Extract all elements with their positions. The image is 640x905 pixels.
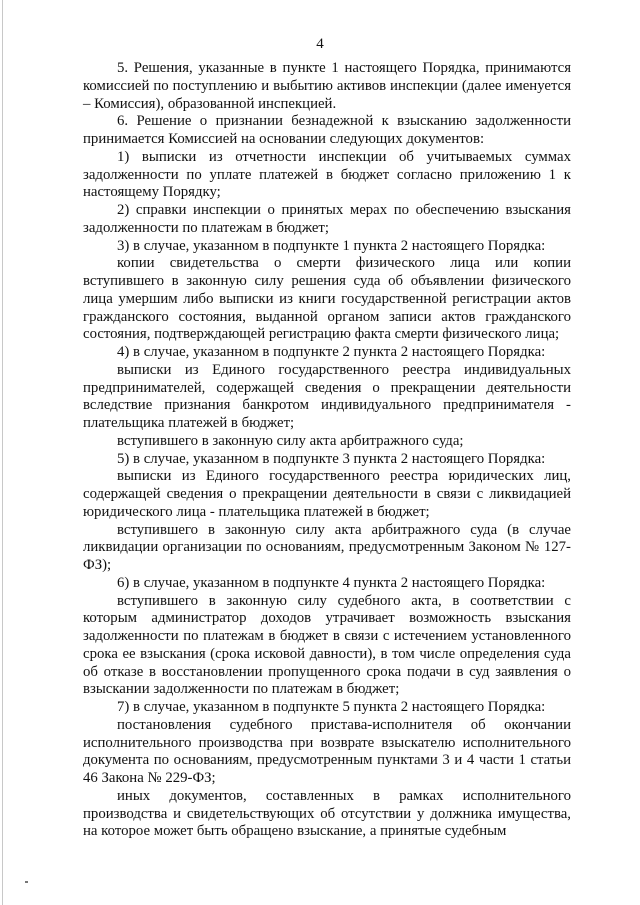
item-5-court-act: вступившего в законную силу акта арбитражного суда (в случае ликвидации организации по основаниям, предусмотренным Законом № 127-ФЗ);: [83, 521, 571, 573]
item-7-resolution: постановления судебного пристава-исполнителя об окончании исполнительного производства при возврате взыскателю исполнительного документа по основаниям, предусмотренным пунктами 3 и 4 части 1 статьи 46 Закона № 229-ФЗ;: [83, 716, 571, 786]
item-7: 7) в случае, указанном в подпункте 5 пункта 2 настоящего Порядка:: [117, 699, 546, 715]
scan-speck: [25, 881, 28, 883]
item-1: 1) выписки из отчетности инспекции об учитываемых суммах задолженности по уплате платежей в бюджет согласно приложению 1 к настоящему Порядку;: [83, 148, 571, 201]
item-3-documents: копии свидетельства о смерти физического лица или копии вступившего в законную силу решения суда об объявлении физического лица умершим либо выписки из книги государственной регистрации актов гражданского состояния, выданной органом записи актов гражданского состояния, подтверждающей регистрацию факта смерти физического лица;: [83, 255, 571, 343]
paragraph-6: 6. Решение о признании безнадежной к взысканию задолженности принимается Комиссией на основании следующих документов:: [83, 113, 571, 147]
item-5: 5) в случае, указанном в подпункте 3 пункта 2 настоящего Порядка:: [117, 450, 546, 467]
page-number: 4: [316, 36, 324, 52]
item-6-court-act: вступившего в законную силу судебного акта, в соответствии с которым администратор доходов утрачивает возможность взыскания задолженности по платежам в бюджет в связи с истечением установленного срока ее взыскания (срока исковой давности), в том числе определения суда об отказе в восстановлении пропущенного срока подачи в суд заявления о взыскании задолженности по платежам в бюджет;: [83, 592, 571, 698]
item-6: 6) в случае, указанном в подпункте 4 пункта 2 настоящего Порядка:: [117, 574, 546, 591]
item-2: 2) справки инспекции о принятых мерах по обеспечению взыскания задолженности по платежам в бюджет;: [83, 202, 571, 236]
item-3: 3) в случае, указанном в подпункте 1 пункта 2 настоящего Порядка:: [117, 237, 546, 254]
item-4: 4) в случае, указанном в подпункте 2 пункта 2 настоящего Порядка:: [117, 344, 546, 360]
scan-edge-line: [2, 0, 3, 905]
item-4-court-act: вступившего в законную силу акта арбитражного суда;: [117, 432, 464, 449]
item-7-other-documents: иных документов, составленных в рамках исполнительного производства и свидетельствующих об отсутствии у должника имущества, на которое может быть обращено взыскание, а принятые судебным: [83, 787, 571, 840]
document-body: [83, 60, 571, 841]
item-5-extract: выписки из Единого государственного реестра юридических лиц, содержащей сведения о прекращении деятельности в связи с ликвидацией юридического лица - плательщика платежей в бюджет;: [83, 468, 571, 520]
paragraph-5: 5. Решения, указанные в пункте 1 настоящего Порядка, принимаются комиссией по поступлению и выбытию активов инспекции (далее именуется – Комиссия), образованной инспекцией.: [83, 60, 571, 112]
item-4-extract: выписки из Единого государственного реестра индивидуальных предпринимателей, содержащей сведения о прекращении деятельности вследствие признания банкротом индивидуального предпринимателя - плательщика платежей в бюджет;: [83, 361, 571, 431]
